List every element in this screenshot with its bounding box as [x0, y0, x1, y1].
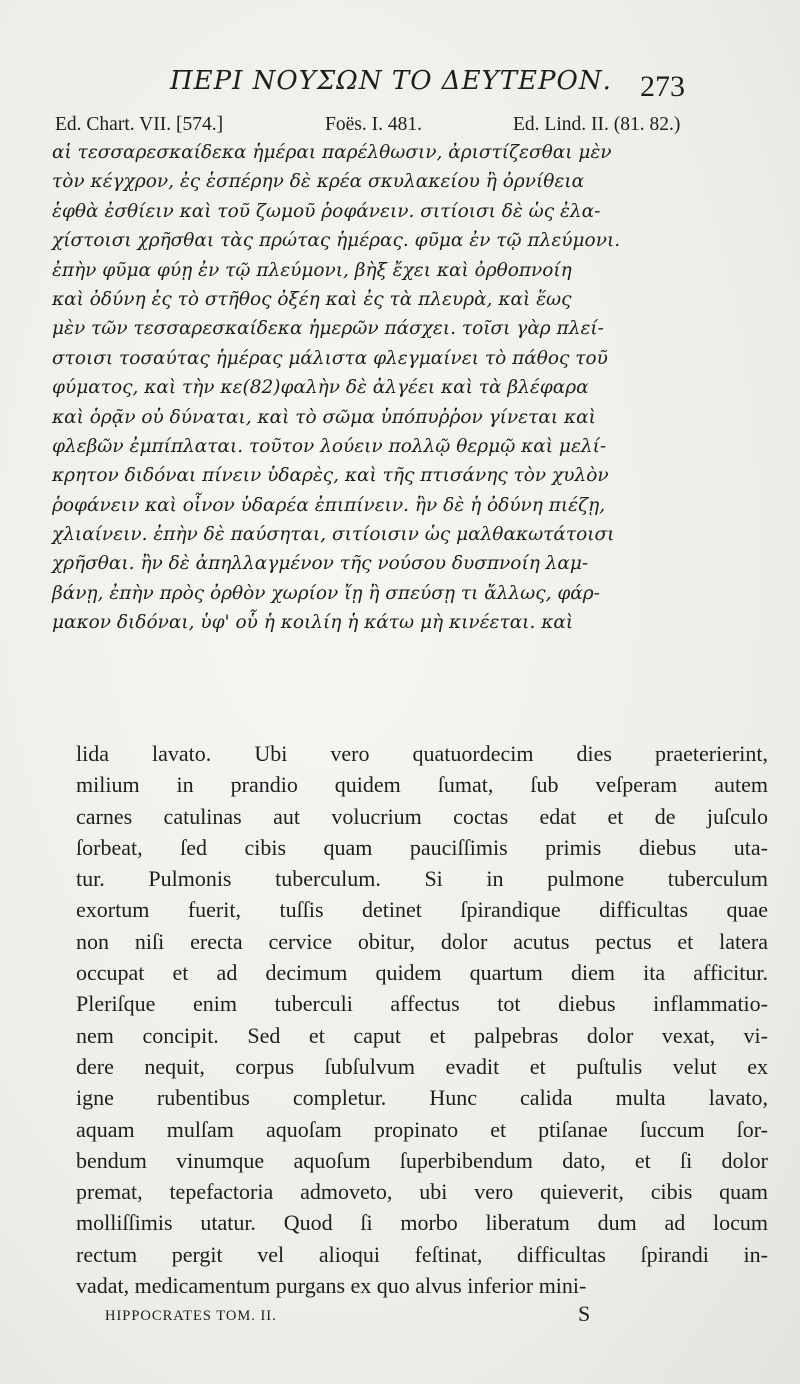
latin-line: aquam mulſam aquoſam propinato et ptiſanae ſuccum ſor-: [76, 1116, 768, 1142]
edition-chart-ref: Ed. Chart. VII. [574.]: [55, 114, 224, 135]
latin-text-block: [76, 738, 768, 1301]
signature-mark: S: [578, 1301, 591, 1326]
greek-line: μακον διδόναι, ὑφ' οὗ ἡ κοιλίη ἡ κάτω μὴ κινέεται. καὶ: [52, 612, 574, 634]
latin-line: rectum pergit vel alioqui feſtinat, difficultas ſpirandi in-: [76, 1241, 768, 1267]
greek-text-block: [52, 138, 768, 638]
greek-line: τὸν κέγχρον, ἐς ἑσπέρην δὲ κρέα σκυλακείου ἢ ὀρνίθεια: [52, 171, 585, 193]
latin-line: premat, tepefactoria admoveto, ubi vero quieverit, cibis quam: [76, 1179, 768, 1205]
edition-foes-ref: Foës. I. 481.: [325, 114, 422, 135]
latin-line: Pleriſque enim tuberculi affectus tot diebus inflammatio-: [76, 991, 768, 1017]
greek-line: στοισι τοσαύτας ἡμέρας μάλιστα φλεγμαίνει τὸ πάθος τοῦ: [52, 347, 608, 369]
signature-line: HIPPOCRATES TOM. II.: [105, 1308, 277, 1324]
latin-line: molliſſimis utatur. Quod ſi morbo liberatum dum ad locum: [76, 1210, 768, 1236]
latin-line: nem concipit. Sed et caput et palpebras dolor vexat, vi-: [76, 1022, 768, 1048]
latin-line: bendum vinumque aquoſum ſuperbibendum dato, et ſi dolor: [76, 1147, 768, 1173]
greek-line: ἐπὴν φῦμα φύῃ ἐν τῷ πλεύμονι, βὴξ ἔχει καὶ ὀρθοπνοίη: [52, 259, 572, 281]
greek-line: ἑφθὰ ἐσθίειν καὶ τοῦ ζωμοῦ ῥοφάνειν. σιτίοισι δὲ ὡς ἐλα-: [52, 200, 601, 222]
running-title: ΠΕΡΙ ΝΟΥΣΩΝ ΤΟ ΔΕΥΤΕΡΟΝ.: [170, 66, 612, 96]
greek-line: κρητον διδόναι πίνειν ὑδαρὲς, καὶ τῆς πτισάνης τὸν χυλὸν: [52, 465, 609, 487]
greek-line: αἱ τεσσαρεσκαίδεκα ἡμέραι παρέλθωσιν, ἀριστίζεσθαι μὲν: [52, 142, 612, 163]
greek-line: χλιαίνειν. ἐπὴν δὲ παύσηται, σιτίοισιν ὡς μαλθακωτάτοισι: [52, 524, 615, 546]
greek-line: χίστοισι χρῆσθαι τὰς πρώτας ἡμέρας. φῦμα ἐν τῷ πλεύμονι.: [52, 230, 621, 252]
latin-line: vadat, medicamentum purgans ex quo alvus inferior mini-: [76, 1273, 587, 1299]
greek-line: καὶ ὁρᾷν οὐ δύναται, καὶ τὸ σῶμα ὑπόπυῤῥον γίνεται καὶ: [52, 406, 596, 428]
greek-line: χρῆσθαι. ἢν δὲ ἀπηλλαγμένον τῆς νούσου δυσπνοίη λαμ-: [52, 553, 589, 575]
latin-line: lida lavato. Ubi vero quatuordecim dies praeterierint,: [76, 741, 768, 766]
greek-line: ῥοφάνειν καὶ οἶνον ὑδαρέα ἐπιπίνειν. ἢν δὲ ἡ ὀδύνη πιέζῃ,: [52, 494, 606, 516]
greek-line: φύματος, καὶ τὴν κε(82)φαλὴν δὲ ἀλγέει καὶ τὰ βλέφαρα: [52, 377, 589, 399]
greek-line: φλεβῶν ἐμπίπλαται. τοῦτον λούειν πολλῷ θερμῷ καὶ μελί-: [52, 435, 607, 457]
greek-line: καὶ ὀδύνη ἐς τὸ στῆθος ὀξέη καὶ ἐς τὰ πλευρὰ, καὶ ἕως: [52, 288, 572, 310]
latin-line: igne rubentibus completur. Hunc calida multa lavato,: [76, 1085, 768, 1111]
latin-line: exortum fuerit, tuſſis detinet ſpirandique difficultas quae: [76, 897, 768, 923]
edition-lind-ref: Ed. Lind. II. (81. 82.): [513, 114, 681, 135]
latin-line: milium in prandio quidem ſumat, ſub veſperam autem: [76, 772, 768, 798]
latin-line: occupat et ad decimum quidem quartum diem ita afficitur.: [76, 960, 768, 986]
latin-line: carnes catulinas aut volucrium coctas edat et de juſculo: [76, 803, 768, 829]
page-number: 273: [640, 70, 685, 103]
latin-line: ſorbeat, ſed cibis quam pauciſſimis primis diebus uta-: [76, 834, 768, 860]
latin-line: non niſi erecta cervice obitur, dolor acutus pectus et latera: [76, 928, 768, 954]
greek-line: μὲν τῶν τεσσαρεσκαίδεκα ἡμερῶν πάσχει. τοῖσι γὰρ πλεί-: [52, 318, 604, 340]
latin-line: tur. Pulmonis tuberculum. Si in pulmone tuberculum: [76, 866, 768, 892]
greek-line: βάνῃ, ἐπὴν πρὸς ὀρθὸν χωρίον ἴῃ ἢ σπεύσῃ τι ἄλλως, φάρ-: [52, 582, 600, 604]
latin-line: dere nequit, corpus ſubſulvum evadit et puſtulis velut ex: [76, 1053, 768, 1079]
